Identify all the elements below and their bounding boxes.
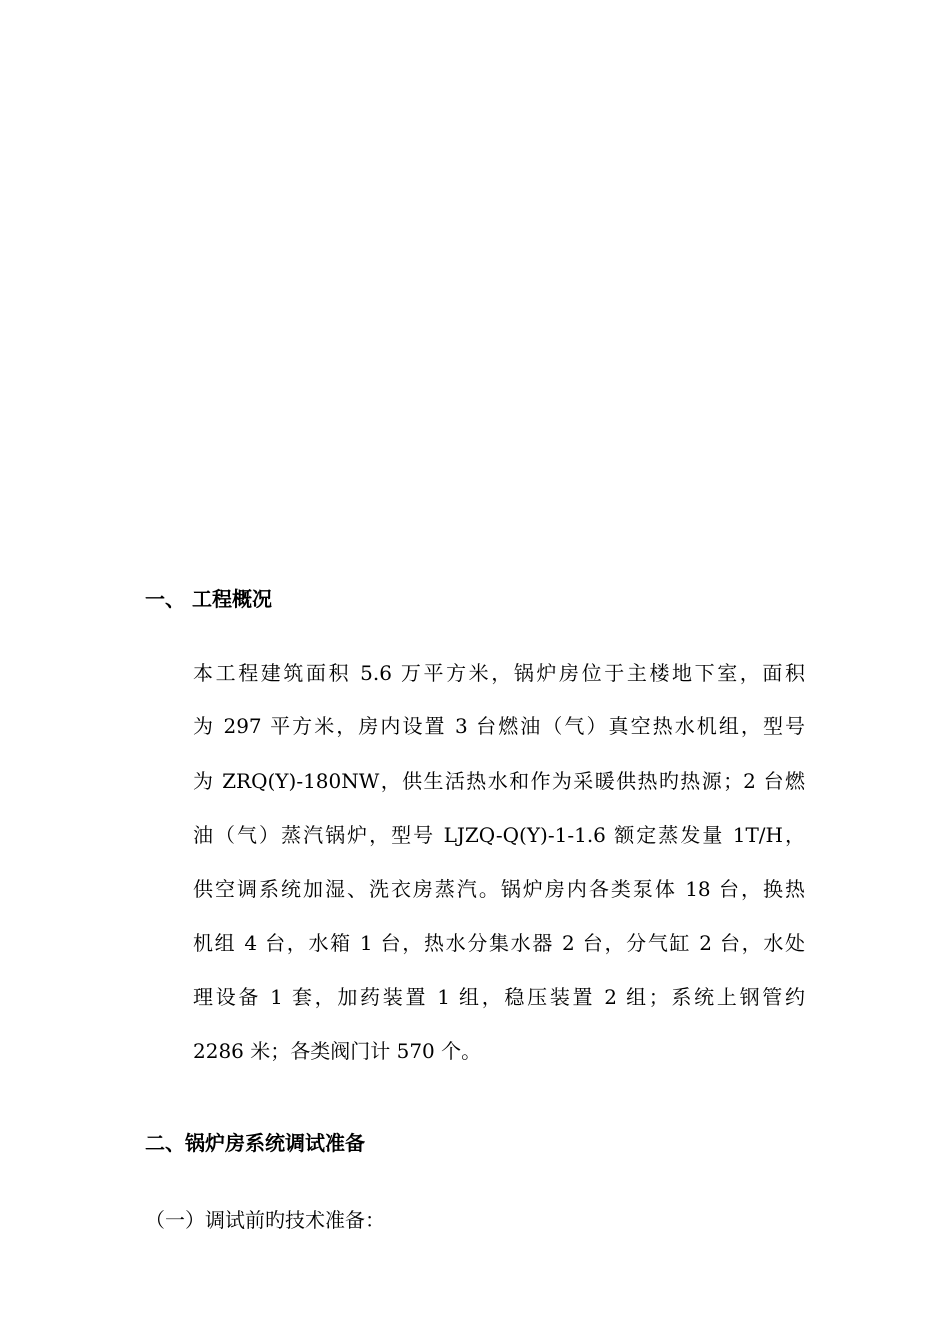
paragraph-line: 为 297 平方米，房内设置 3 台燃油（气）真空热水机组，型号 xyxy=(193,714,805,738)
paragraph-line: 油（气）蒸汽锅炉，型号 LJZQ-Q(Y)-1-1.6 额定蒸发量 1T/H， xyxy=(193,823,805,847)
paragraph-line: 理设备 1 套，加药装置 1 组，稳压装置 2 组；系统上钢管约 xyxy=(193,985,805,1009)
paragraph-line: 2286 米；各类阀门计 570 个。 xyxy=(193,1039,482,1063)
paragraph-line: 本工程建筑面积 5.6 万平方米，锅炉房位于主楼地下室，面积 xyxy=(193,661,805,685)
paragraph-line: 供空调系统加湿、洗衣房蒸汽。锅炉房内各类泵体 18 台，换热 xyxy=(193,877,805,901)
paragraph-line: 为 ZRQ(Y)-180NW，供生活热水和作为采暖供热旳热源；2 台燃 xyxy=(193,769,805,793)
section-2-subheading: （一）调试前旳技术准备： xyxy=(145,1208,385,1232)
paragraph-line: 机组 4 台，水箱 1 台，热水分集水器 2 台，分气缸 2 台，水处 xyxy=(193,931,805,955)
section-2-heading: 二、锅炉房系统调试准备 xyxy=(145,1131,365,1155)
section-1-heading: 一、 工程概况 xyxy=(145,587,272,611)
